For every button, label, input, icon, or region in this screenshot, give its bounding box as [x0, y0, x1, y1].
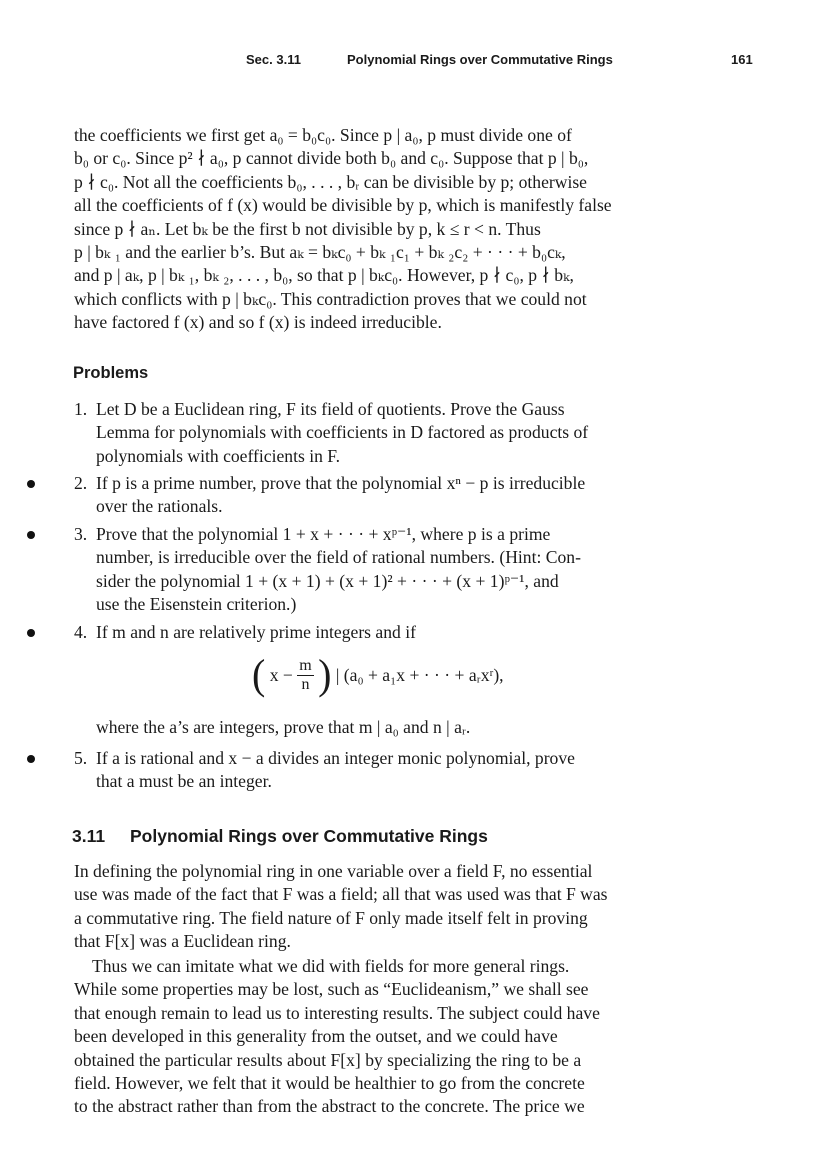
- problem-2: [74, 472, 698, 519]
- text-line: a commutative ring. The field nature of F only made itself felt in proving: [74, 907, 588, 928]
- fraction: [297, 657, 313, 694]
- section-title: Polynomial Rings over Commutative Rings: [130, 826, 488, 846]
- text-line: and p | aₖ, p | bₖ ₁, bₖ ₂, . . . , b₀, so that p | bₖc₀. However, p ∤ c₀, p ∤ bₖ,: [74, 265, 574, 286]
- intro-paragraph: [74, 124, 698, 335]
- section-paragraph-1: [74, 860, 698, 954]
- text-line: which conflicts with p | bₖc₀. This contradiction proves that we could not: [74, 288, 587, 309]
- section-paragraph-2: [74, 955, 698, 1119]
- text-line: that enough remain to lead us to interesting results. The subject could have: [74, 1002, 600, 1023]
- star-bullet-icon: [27, 480, 35, 488]
- text-line: Let D be a Euclidean ring, F its field of quotients. Prove the Gauss: [96, 399, 565, 419]
- problems-heading: Problems: [73, 364, 149, 382]
- text-line: use was made of the fact that F was a field; all that was used was that F was: [74, 884, 608, 905]
- text-line: since p ∤ aₙ. Let bₖ be the first b not divisible by p, k ≤ r < n. Thus: [74, 218, 541, 239]
- text-line: p | bₖ ₁ and the earlier b’s. But aₖ = bₖc₀ + bₖ ₁c₁ + bₖ ₂c₂ + · · · + b₀cₖ,: [74, 242, 566, 263]
- fraction-numerator: m: [299, 656, 312, 674]
- text-line: b₀ or c₀. Since p² ∤ a₀, p cannot divide both b₀ and c₀. Suppose that p | b₀,: [74, 148, 589, 169]
- display-equation: ( x − $\frac{m}{n}$ ) | (a₀ + a₁x + · · · + aᵣxʳ),: [252, 650, 504, 699]
- problem-4-continued: [74, 716, 698, 739]
- text-line: sider the polynomial 1 + (x + 1) + (x + 1)² + · · · + (x + 1)ᵖ⁻¹, and: [96, 570, 559, 591]
- problem-4: [74, 621, 698, 644]
- star-bullet-icon: [27, 629, 35, 637]
- text-line: Lemma for polynomials with coefficients in D factored as products of: [96, 422, 589, 443]
- text-line: use the Eisenstein criterion.): [96, 594, 297, 615]
- equation-left: x −: [269, 664, 293, 685]
- problem-number: 5.: [74, 748, 88, 768]
- problem-3: [74, 523, 698, 617]
- text-line: If a is rational and x − a divides an integer monic polynomial, prove: [96, 748, 575, 768]
- header-title: Polynomial Rings over Commutative Rings: [347, 52, 613, 67]
- problem-5: [74, 747, 698, 794]
- text-line: number, is irreducible over the field of rational numbers. (Hint: Con-: [96, 547, 581, 568]
- text-line: If m and n are relatively prime integers and if: [96, 622, 416, 642]
- problem-number: 3.: [74, 524, 88, 544]
- intro-text: [74, 124, 698, 335]
- problem-text: [96, 523, 698, 617]
- problem-number: 2.: [74, 473, 88, 493]
- text-line: While some properties may be lost, such as “Euclideanism,” we shall see: [74, 979, 589, 1000]
- star-bullet-icon: [27, 531, 35, 539]
- problem-text: [96, 472, 698, 519]
- header-section: Sec. 3.11: [246, 52, 301, 67]
- problem-text: [96, 621, 698, 644]
- problem-text: where the a’s are integers, prove that m | a₀ and n | aᵣ.: [96, 717, 471, 737]
- page-number: 161: [731, 52, 753, 67]
- text-line: p ∤ c₀. Not all the coefficients b₀, . . . , bᵣ can be divisible by p; otherwise: [74, 171, 587, 192]
- text-line: field. However, we felt that it would be healthier to go from the concrete: [74, 1073, 585, 1094]
- text-line: Prove that the polynomial 1 + x + · · · + xᵖ⁻¹, where p is a prime: [96, 524, 551, 544]
- text-line: to the abstract rather than from the abstract to the concrete. The price we: [74, 1096, 585, 1117]
- text-line: that F[x] was a Euclidean ring.: [74, 931, 291, 952]
- text-line: have factored f (x) and so f (x) is indeed irreducible.: [74, 312, 442, 333]
- problem-number: 4.: [74, 622, 88, 642]
- text-line: over the rationals.: [96, 496, 223, 517]
- text-line: all the coefficients of f (x) would be divisible by p, which is manifestly false: [74, 195, 612, 216]
- text-line: that a must be an integer.: [96, 771, 272, 792]
- text-line: Thus we can imitate what we did with fields for more general rings.: [92, 956, 570, 976]
- text-line: polynomials with coefficients in F.: [96, 445, 341, 466]
- text-line: been developed in this generality from the outset, and we could have: [74, 1026, 558, 1047]
- text-line: If p is a prime number, prove that the polynomial xⁿ − p is irreducible: [96, 473, 586, 493]
- section-number: 3.11: [72, 826, 106, 846]
- equation-right: | (a₀ + a₁x + · · · + aᵣxʳ),: [335, 664, 504, 685]
- star-bullet-icon: [27, 755, 35, 763]
- fraction-denominator: n: [301, 675, 310, 693]
- text-line: obtained the particular results about F[x] by specializing the ring to be a: [74, 1049, 582, 1070]
- problem-number: 1.: [74, 399, 88, 419]
- problem-1: [74, 398, 698, 468]
- text-line: In defining the polynomial ring in one variable over a field F, no essential: [74, 861, 593, 881]
- text-line: the coefficients we first get a₀ = b₀c₀. Since p | a₀, p must divide one of: [74, 125, 572, 145]
- paragraph-text: [74, 955, 698, 1119]
- problem-text: [96, 747, 698, 794]
- running-head: [0, 52, 826, 72]
- paragraph-text: [74, 860, 698, 954]
- problem-text: [96, 398, 698, 468]
